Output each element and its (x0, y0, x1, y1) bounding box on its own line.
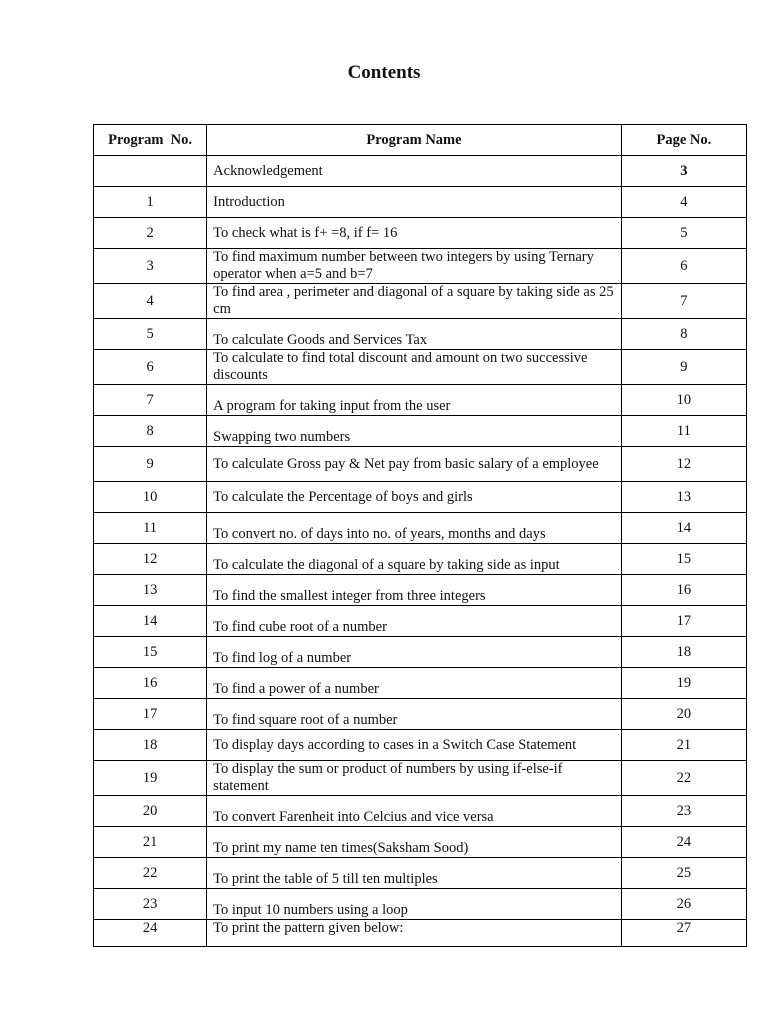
table-row (94, 319, 747, 350)
header-program-no: Program No. (94, 125, 207, 156)
program-name: To find the smallest integer from three integers (207, 575, 622, 606)
program-name: To find cube root of a number (207, 606, 622, 637)
table-row (94, 513, 747, 544)
program-number: 7 (94, 385, 207, 416)
program-name: To calculate the Percentage of boys and girls (207, 482, 622, 513)
table-row (94, 284, 747, 319)
contents-table (93, 124, 747, 947)
program-number: 22 (94, 858, 207, 889)
table-row (94, 827, 747, 858)
table-row (94, 730, 747, 761)
page-number: 25 (621, 858, 746, 889)
table-row (94, 156, 747, 187)
page-number: 15 (621, 544, 746, 575)
program-number: 9 (94, 447, 207, 482)
program-number: 17 (94, 699, 207, 730)
page-number: 8 (621, 319, 746, 350)
page-number: 12 (621, 447, 746, 482)
program-name: To calculate Gross pay & Net pay from basic salary of a employee (207, 447, 622, 482)
table-row (94, 416, 747, 447)
program-number: 5 (94, 319, 207, 350)
program-name: To calculate the diagonal of a square by taking side as input (207, 544, 622, 575)
page-number: 6 (621, 249, 746, 284)
table-row (94, 447, 747, 482)
program-number: 16 (94, 668, 207, 699)
program-number: 14 (94, 606, 207, 637)
program-name: To print the table of 5 till ten multiples (207, 858, 622, 889)
program-number: 21 (94, 827, 207, 858)
program-number: 12 (94, 544, 207, 575)
program-name: Introduction (207, 187, 622, 218)
program-number: 11 (94, 513, 207, 544)
page-number: 3 (621, 156, 746, 187)
page-number: 11 (621, 416, 746, 447)
page-number: 16 (621, 575, 746, 606)
program-name: To display the sum or product of numbers by using if-else-if statement (207, 761, 622, 796)
table-row (94, 889, 747, 920)
program-number: 23 (94, 889, 207, 920)
page-number: 18 (621, 637, 746, 668)
table-row (94, 350, 747, 385)
program-name: To check what is f+ =8, if f= 16 (207, 218, 622, 249)
program-name: To find maximum number between two integers by using Ternary operator when a=5 and b=7 (207, 249, 622, 284)
program-name: To display days according to cases in a Switch Case Statement (207, 730, 622, 761)
page-number: 22 (621, 761, 746, 796)
page-number: 27 (621, 920, 746, 947)
program-number: 19 (94, 761, 207, 796)
table-row (94, 796, 747, 827)
program-number: 1 (94, 187, 207, 218)
page-title: Contents (347, 62, 421, 83)
table-row (94, 249, 747, 284)
program-number: 20 (94, 796, 207, 827)
program-name: To print my name ten times(Saksham Sood) (207, 827, 622, 858)
table-row (94, 920, 747, 947)
program-name: Swapping two numbers (207, 416, 622, 447)
program-number (94, 156, 207, 187)
page-number: 23 (621, 796, 746, 827)
page-number: 5 (621, 218, 746, 249)
page-number: 13 (621, 482, 746, 513)
table-row (94, 218, 747, 249)
program-number: 3 (94, 249, 207, 284)
table-row (94, 637, 747, 668)
page-number: 14 (621, 513, 746, 544)
program-number: 2 (94, 218, 207, 249)
table-row (94, 187, 747, 218)
header-program-name: Program Name (207, 125, 622, 156)
table-row (94, 575, 747, 606)
program-name: Acknowledgement (207, 156, 622, 187)
program-number: 15 (94, 637, 207, 668)
page-number: 26 (621, 889, 746, 920)
program-number: 10 (94, 482, 207, 513)
table-row (94, 606, 747, 637)
page-number: 21 (621, 730, 746, 761)
page-number: 17 (621, 606, 746, 637)
table-row (94, 385, 747, 416)
program-name: To find log of a number (207, 637, 622, 668)
page-number: 10 (621, 385, 746, 416)
program-number: 18 (94, 730, 207, 761)
program-name: To calculate Goods and Services Tax (207, 319, 622, 350)
page-number: 20 (621, 699, 746, 730)
page-number: 19 (621, 668, 746, 699)
program-name: To input 10 numbers using a loop (207, 889, 622, 920)
table-row (94, 482, 747, 513)
program-number: 13 (94, 575, 207, 606)
program-name: To calculate to find total discount and amount on two successive discounts (207, 350, 622, 385)
program-number: 8 (94, 416, 207, 447)
table-row (94, 668, 747, 699)
page-number: 24 (621, 827, 746, 858)
program-name: A program for taking input from the user (207, 385, 622, 416)
program-name: To print the pattern given below: (207, 920, 622, 947)
table-row (94, 544, 747, 575)
program-name: To convert Farenheit into Celcius and vice versa (207, 796, 622, 827)
header-page-no: Page No. (621, 125, 746, 156)
program-number: 6 (94, 350, 207, 385)
program-name: To find a power of a number (207, 668, 622, 699)
program-name: To convert no. of days into no. of years, months and days (207, 513, 622, 544)
program-name: To find square root of a number (207, 699, 622, 730)
page-number: 7 (621, 284, 746, 319)
table-row (94, 858, 747, 889)
program-name: To find area , perimeter and diagonal of a square by taking side as 25 cm (207, 284, 622, 319)
table-row (94, 761, 747, 796)
page-number: 9 (621, 350, 746, 385)
program-number: 24 (94, 920, 207, 947)
table-header-row (94, 125, 747, 156)
table-row (94, 699, 747, 730)
program-number: 4 (94, 284, 207, 319)
page-number: 4 (621, 187, 746, 218)
